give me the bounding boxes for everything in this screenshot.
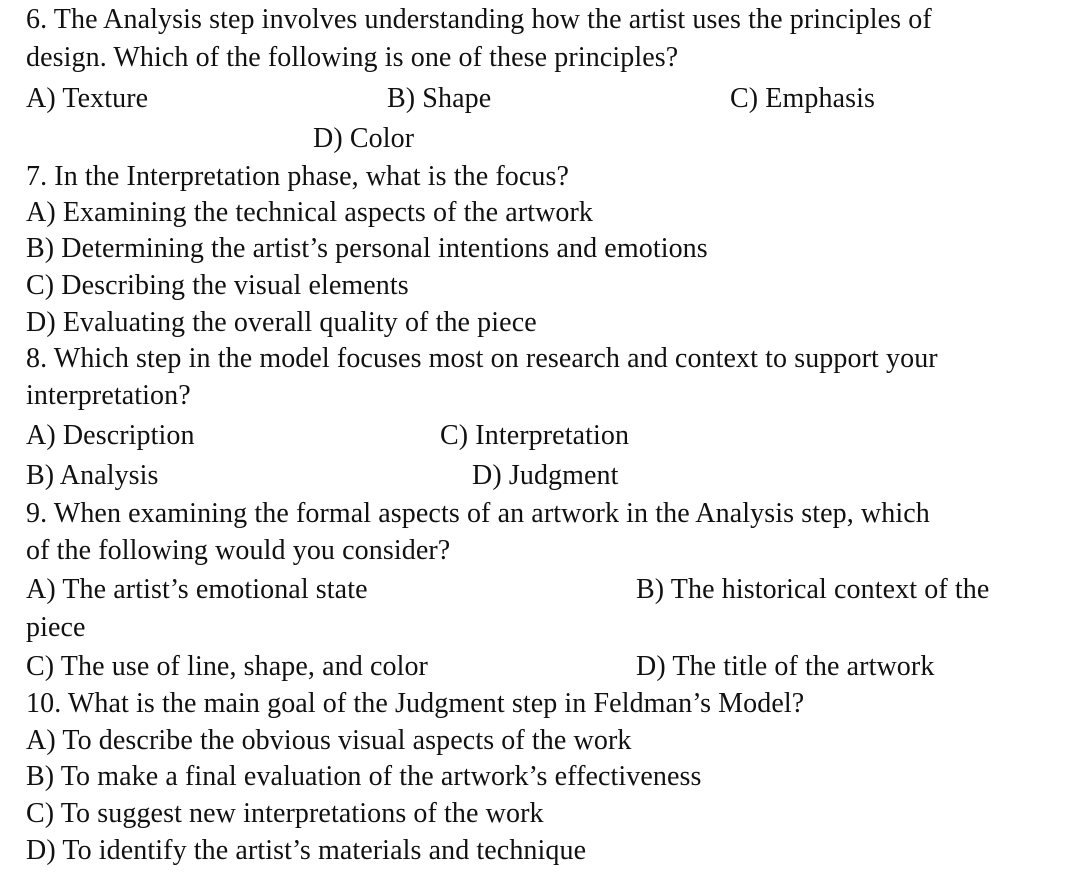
question-9-stem-line1: 9. When examining the formal aspects of an artwork in the Analysis step, which bbox=[26, 498, 930, 529]
question-8-option-b: B) Analysis bbox=[26, 460, 159, 491]
question-8-stem-line2: interpretation? bbox=[26, 380, 191, 411]
question-6-stem-line2: design. Which of the following is one of these principles? bbox=[26, 42, 679, 73]
question-9-option-b-line2: piece bbox=[26, 612, 86, 643]
question-6-option-c: C) Emphasis bbox=[730, 83, 875, 114]
question-6-option-d: D) Color bbox=[313, 123, 415, 154]
question-7-stem: 7. In the Interpretation phase, what is the focus? bbox=[26, 161, 570, 192]
question-7-option-b: B) Determining the artist’s personal intentions and emotions bbox=[26, 233, 708, 264]
question-6-stem-line1: 6. The Analysis step involves understanding how the artist uses the principles of bbox=[26, 4, 932, 35]
question-8-option-d: D) Judgment bbox=[472, 460, 619, 491]
question-6-option-b: B) Shape bbox=[387, 83, 492, 114]
question-6-option-a: A) Texture bbox=[26, 83, 149, 114]
question-7-option-d: D) Evaluating the overall quality of the piece bbox=[26, 307, 537, 338]
question-10-stem: 10. What is the main goal of the Judgment step in Feldman’s Model? bbox=[26, 688, 805, 719]
question-7-option-c: C) Describing the visual elements bbox=[26, 270, 409, 301]
question-8-stem-line1: 8. Which step in the model focuses most on research and context to support your bbox=[26, 343, 938, 374]
question-9-option-b-line1: B) The historical context of the bbox=[636, 574, 990, 605]
question-8-option-a: A) Description bbox=[26, 420, 195, 451]
question-7-option-a: A) Examining the technical aspects of the artwork bbox=[26, 197, 594, 228]
question-10-option-d: D) To identify the artist’s materials and technique bbox=[26, 835, 587, 866]
question-10-option-a: A) To describe the obvious visual aspects of the work bbox=[26, 725, 632, 756]
question-9-option-d: D) The title of the artwork bbox=[636, 651, 935, 682]
question-9-option-a: A) The artist’s emotional state bbox=[26, 574, 368, 605]
question-8-option-c: C) Interpretation bbox=[440, 420, 630, 451]
question-9-option-c: C) The use of line, shape, and color bbox=[26, 651, 428, 682]
question-10-option-b: B) To make a final evaluation of the artwork’s effectiveness bbox=[26, 761, 702, 792]
question-9-stem-line2: of the following would you consider? bbox=[26, 535, 451, 566]
question-10-option-c: C) To suggest new interpretations of the work bbox=[26, 798, 544, 829]
